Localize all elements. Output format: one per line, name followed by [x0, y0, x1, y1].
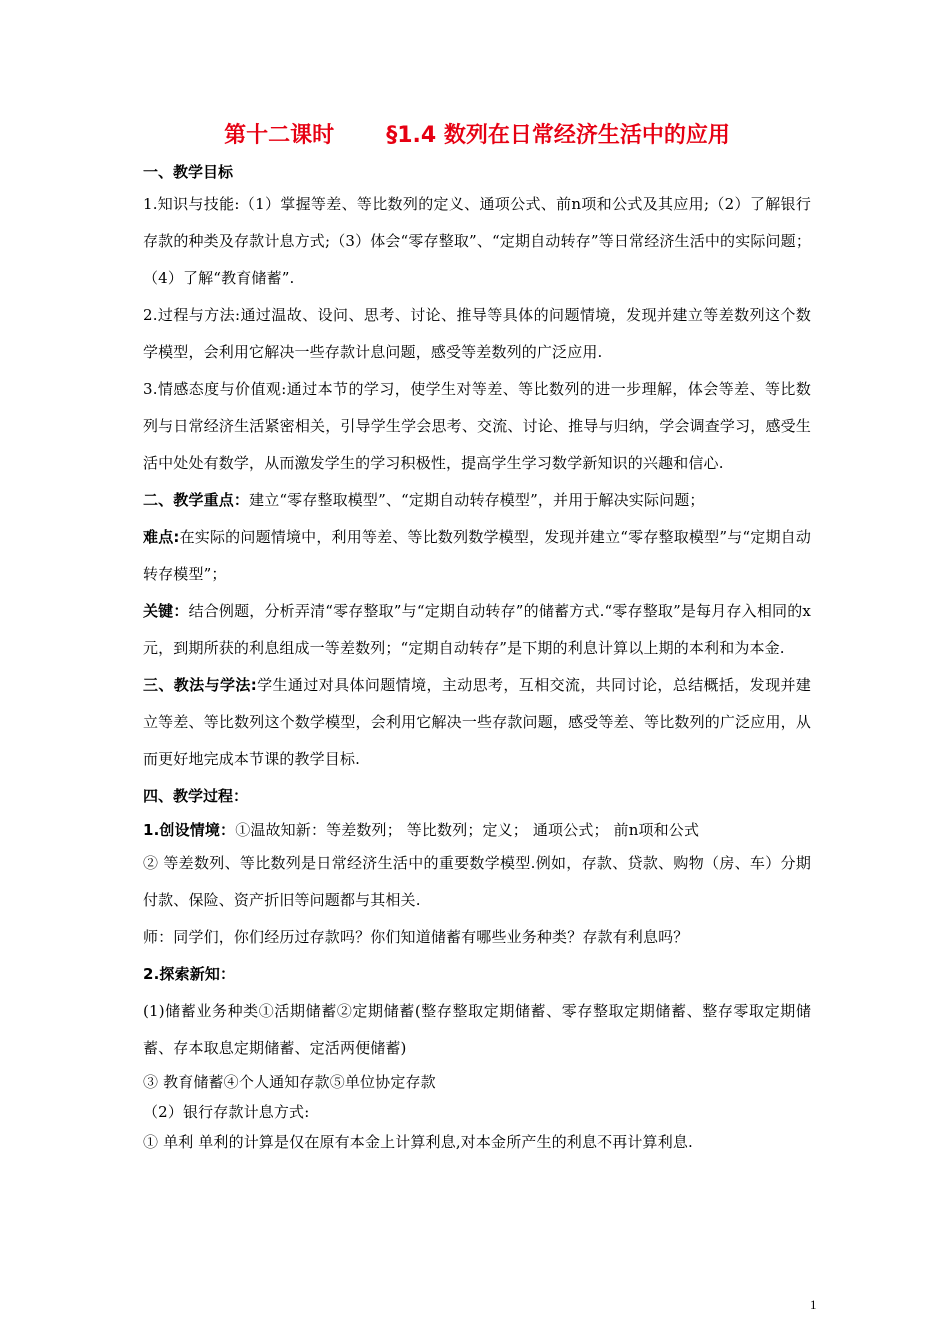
teaching-key-points — [143, 482, 811, 519]
methods-text: 学生通过对具体问题情境，主动思考，互相交流，共同讨论，总结概括，发现并建立等差、等比数列这个数学模型，会利用它解决一些存款问题，感受等差、等比数列的广泛应用，从而更好地完成本节课的教学目标. — [143, 676, 812, 768]
goal-knowledge-skills: 1.知识与技能:（1）掌握等差、等比数列的定义、通项公式、前n项和公式及其应用;（2）了解银行存款的种类及存款计息方式;（3）体会“零存整取”、“定期自动转存”等日常经济生活中的实际问题；（4）了解“教育储蓄”. — [143, 195, 811, 287]
goal-attitudes-values: 3.情感态度与价值观:通过本节的学习，使学生对等差、等比数列的进一步理解，体会等差、等比数列与日常经济生活紧密相关，引导学生学会思考、交流、讨论、推导与归纳，学会调查学习，感受生活中处处有数学，从而激发学生的学习积极性，提高学生学习数学新知识的兴趣和信心. — [143, 380, 811, 472]
key-points-label: 二、教学重点： — [143, 491, 250, 509]
create-situation — [143, 815, 811, 845]
crux-label: 关键： — [143, 602, 189, 620]
teaching-crux — [143, 593, 811, 667]
key-points-text: 建立“零存整取模型”、“定期自动转存模型”，并用于解决实际问题； — [249, 491, 705, 509]
difficulties-label: 难点: — [143, 528, 180, 546]
methods-label: 三、教法与学法: — [143, 676, 257, 694]
savings-types-continued: ③ 教育储蓄④个人通知存款⑤单位协定存款 — [143, 1073, 436, 1091]
teacher-question: 师：同学们，你们经历过存款吗？你们知道储蓄有哪些业务种类？存款有利息吗？ — [143, 928, 689, 946]
document-body — [143, 118, 811, 1157]
difficulties-text: 在实际的问题情境中，利用等差、等比数列数学模型，发现并建立“零存整取模型”与“定期自动转存模型”； — [143, 528, 811, 583]
lesson-title — [143, 118, 811, 154]
explore-label: 2.探索新知： — [143, 965, 236, 983]
teaching-methods — [143, 667, 811, 778]
simple-interest: ① 单利 单利的计算是仅在原有本金上计算利息,对本金所产生的利息不再计算利息. — [143, 1133, 693, 1151]
explore-new-knowledge — [143, 956, 811, 993]
lesson-number: 第十二课时 — [224, 123, 335, 148]
interest-methods-heading: （2）银行存款计息方式: — [143, 1103, 310, 1121]
create-situation-text: ①温故知新：等差数列； 等比数列；定义； 通项公式； 前n项和公式 — [235, 821, 700, 839]
lesson-topic: §1.4 数列在日常经济生活中的应用 — [386, 123, 730, 148]
savings-business-types: (1)储蓄业务种类①活期储蓄②定期储蓄(整存整取定期储蓄、零存整取定期储蓄、整存零取定期储蓄、存本取息定期储蓄、定活两便储蓄) — [143, 1002, 811, 1057]
teaching-process-heading: 四、教学过程： — [143, 787, 249, 805]
page-number: 1 — [810, 1297, 817, 1312]
create-situation-label: 1.创设情境： — [143, 821, 236, 839]
create-situation-models: ② 等差数列、等比数列是日常经济生活中的重要数学模型.例如，存款、贷款、购物（房、车）分期付款、保险、资产折旧等问题都与其相关. — [143, 854, 811, 909]
teaching-difficulties — [143, 519, 811, 593]
goal-process-methods: 2.过程与方法:通过温故、设问、思考、讨论、推导等具体的问题情境，发现并建立等差数列这个数学模型，会利用它解决一些存款计息问题，感受等差数列的广泛应用. — [143, 306, 811, 361]
crux-text: 结合例题，分析弄清“零存整取”与“定期自动转存”的储蓄方式.“零存整取”是每月存入相同的x元，到期所获的利息组成一等差数列；“定期自动转存”是下期的利息计算以上期的本利和为本金. — [143, 602, 812, 657]
section-teaching-goals-heading: 一、教学目标 — [143, 163, 234, 181]
